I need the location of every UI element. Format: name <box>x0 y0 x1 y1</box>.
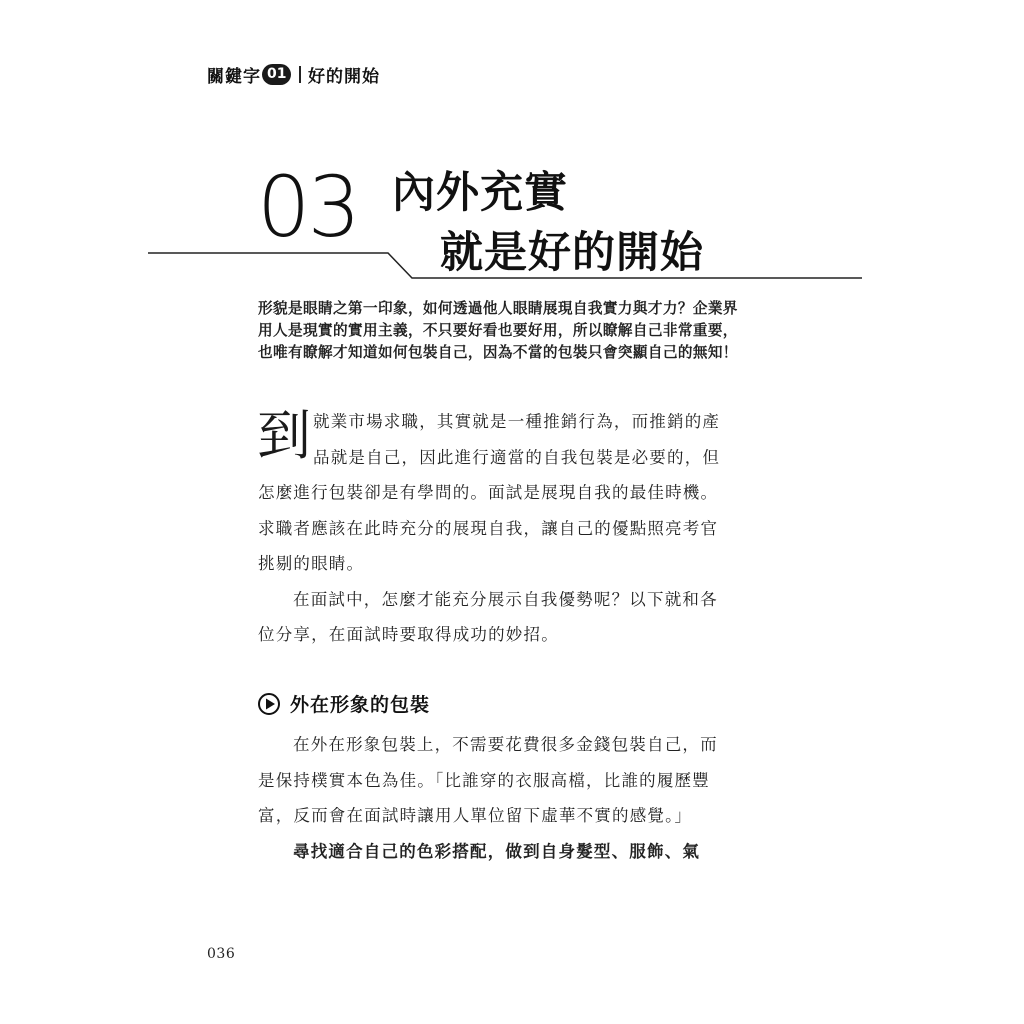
section-body <box>258 727 758 869</box>
play-icon <box>258 693 280 715</box>
body-line: 是保持樸實本色為佳。「比誰穿的衣服高檔，比誰的履歷豐 <box>258 770 710 790</box>
body-line: 富，反而會在面試時讓用人單位留下虛華不實的感覺。」 <box>258 806 693 825</box>
chapter-title-line2: 就是好的開始 <box>440 228 704 278</box>
keyword-label: 關鍵字 <box>207 66 261 87</box>
running-header <box>207 62 380 86</box>
body-line: 怎麼進行包裝卻是有學問的。面試是展現自我的最佳時機。 <box>258 483 719 502</box>
header-separator <box>299 66 301 83</box>
chapter-intro <box>258 298 758 364</box>
body-line-bold: 尋找適合自己的色彩搭配，做到自身髮型、服飾、氣 <box>293 841 701 861</box>
chapter-title-line1: 內外充實 <box>392 168 568 218</box>
intro-line: 用人是現實的實用主義，不只要好看也要好用，所以瞭解自己非常重要， <box>258 322 738 339</box>
drop-cap: 到 <box>257 404 311 467</box>
chapter-number: 03 <box>257 158 358 256</box>
intro-line: 也唯有瞭解才知道如何包裝自己，因為不當的包裝只會突顯自己的無知！ <box>258 344 738 361</box>
body-line: 挑剔的眼睛。 <box>258 554 365 573</box>
body-line: 就業市場求職，其實就是一種推銷行為，而推銷的產 <box>313 412 721 431</box>
body-text <box>258 404 758 653</box>
body-line: 品就是自己，因此進行適當的自我包裝是必要的，但 <box>313 447 721 467</box>
header-section-title: 好的開始 <box>307 66 380 87</box>
body-line: 在面試中，怎麼才能充分展示自我優勢呢？以下就和各 <box>293 589 718 609</box>
body-line: 求職者應該在此時充分的展現自我，讓自己的優點照亮考官 <box>258 518 719 538</box>
intro-line: 形貌是眼睛之第一印象，如何透過他人眼睛展現自我實力與才力？企業界 <box>258 300 738 317</box>
section-heading <box>258 690 430 717</box>
keyword-number-badge: 01 <box>262 64 291 85</box>
section-heading-text: 外在形象的包裝 <box>290 694 431 716</box>
body-line: 在外在形象包裝上，不需要花費很多金錢包裝自己，而 <box>293 735 718 754</box>
body-line: 位分享，在面試時要取得成功的妙招。 <box>258 625 559 644</box>
page-number: 036 <box>207 946 236 962</box>
